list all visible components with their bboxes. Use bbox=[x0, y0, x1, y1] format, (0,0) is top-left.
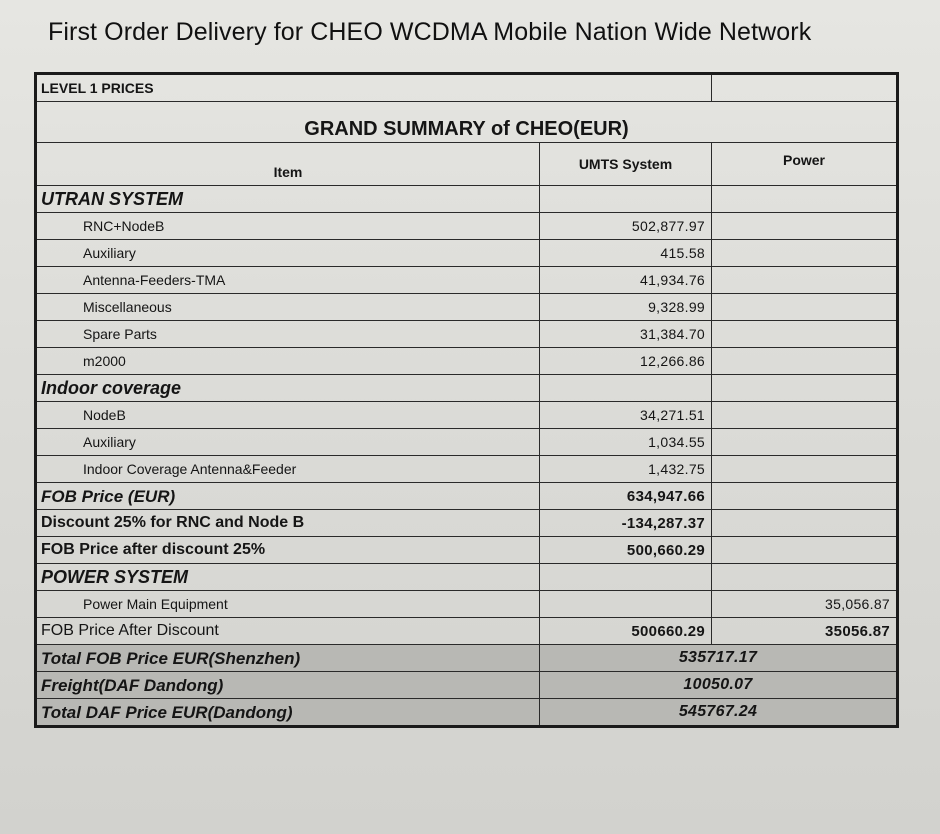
discount-value: -134,287.37 bbox=[540, 510, 712, 537]
item-label: RNC+NodeB bbox=[36, 213, 540, 240]
document-title: First Order Delivery for CHEO WCDMA Mobile Nation Wide Network bbox=[48, 18, 812, 46]
discount-label: Discount 25% for RNC and Node B bbox=[36, 510, 540, 537]
item-label: Miscellaneous bbox=[36, 294, 540, 321]
section-label: POWER SYSTEM bbox=[36, 564, 540, 591]
total-row bbox=[36, 672, 898, 699]
umts-value: 9,328.99 bbox=[540, 294, 712, 321]
umts-value: 34,271.51 bbox=[540, 402, 712, 429]
total-value: 10050.07 bbox=[540, 672, 898, 699]
umts-value: 31,384.70 bbox=[540, 321, 712, 348]
item-label: Antenna-Feeders-TMA bbox=[36, 267, 540, 294]
item-label: Indoor Coverage Antenna&Feeder bbox=[36, 456, 540, 483]
total-label: Total FOB Price EUR(Shenzhen) bbox=[36, 645, 540, 672]
column-header-umts: UMTS System bbox=[540, 143, 712, 186]
item-label: Auxiliary bbox=[36, 429, 540, 456]
table-row bbox=[36, 456, 898, 483]
total-row bbox=[36, 699, 898, 727]
column-header-item: Item bbox=[36, 143, 540, 186]
umts-value: 12,266.86 bbox=[540, 348, 712, 375]
level-row bbox=[36, 74, 898, 102]
table-row bbox=[36, 240, 898, 267]
section-row-utran bbox=[36, 186, 898, 213]
table-row bbox=[36, 321, 898, 348]
table-row bbox=[36, 267, 898, 294]
total-label: Freight(DAF Dandong) bbox=[36, 672, 540, 699]
level-empty-cell bbox=[712, 74, 898, 102]
umts-value: 1,432.75 bbox=[540, 456, 712, 483]
fob-final-umts: 500660.29 bbox=[540, 618, 712, 645]
umts-value: 415.58 bbox=[540, 240, 712, 267]
section-label: UTRAN SYSTEM bbox=[36, 186, 540, 213]
fob-final-power: 35056.87 bbox=[712, 618, 898, 645]
total-row bbox=[36, 645, 898, 672]
fob-price-row bbox=[36, 483, 898, 510]
grand-summary-title: GRAND SUMMARY of CHEO(EUR) bbox=[36, 102, 898, 143]
fob-final-label: FOB Price After Discount bbox=[36, 618, 540, 645]
item-label: NodeB bbox=[36, 402, 540, 429]
fob-price-label: FOB Price (EUR) bbox=[36, 483, 540, 510]
fob-after-discount-label: FOB Price after discount 25% bbox=[36, 537, 540, 564]
item-label: Spare Parts bbox=[36, 321, 540, 348]
section-label: Indoor coverage bbox=[36, 375, 540, 402]
section-row-power bbox=[36, 564, 898, 591]
discount-row bbox=[36, 510, 898, 537]
table-row bbox=[36, 402, 898, 429]
table-row bbox=[36, 429, 898, 456]
item-label: m2000 bbox=[36, 348, 540, 375]
umts-value: 502,877.97 bbox=[540, 213, 712, 240]
column-header-power: Power bbox=[712, 143, 898, 186]
price-summary-table bbox=[34, 72, 899, 728]
total-value: 535717.17 bbox=[540, 645, 898, 672]
fob-final-row bbox=[36, 618, 898, 645]
level-label: LEVEL 1 PRICES bbox=[36, 74, 712, 102]
umts-value: 41,934.76 bbox=[540, 267, 712, 294]
fob-price-value: 634,947.66 bbox=[540, 483, 712, 510]
item-label: Power Main Equipment bbox=[36, 591, 540, 618]
table-row bbox=[36, 591, 898, 618]
table-row bbox=[36, 213, 898, 240]
item-label: Auxiliary bbox=[36, 240, 540, 267]
table-row bbox=[36, 348, 898, 375]
fob-after-discount-value: 500,660.29 bbox=[540, 537, 712, 564]
total-label: Total DAF Price EUR(Dandong) bbox=[36, 699, 540, 727]
section-row-indoor bbox=[36, 375, 898, 402]
umts-value: 1,034.55 bbox=[540, 429, 712, 456]
table-row bbox=[36, 294, 898, 321]
grand-summary-row bbox=[36, 102, 898, 143]
total-value: 545767.24 bbox=[540, 699, 898, 727]
fob-after-discount-row bbox=[36, 537, 898, 564]
column-header-row bbox=[36, 143, 898, 186]
power-value: 35,056.87 bbox=[712, 591, 898, 618]
